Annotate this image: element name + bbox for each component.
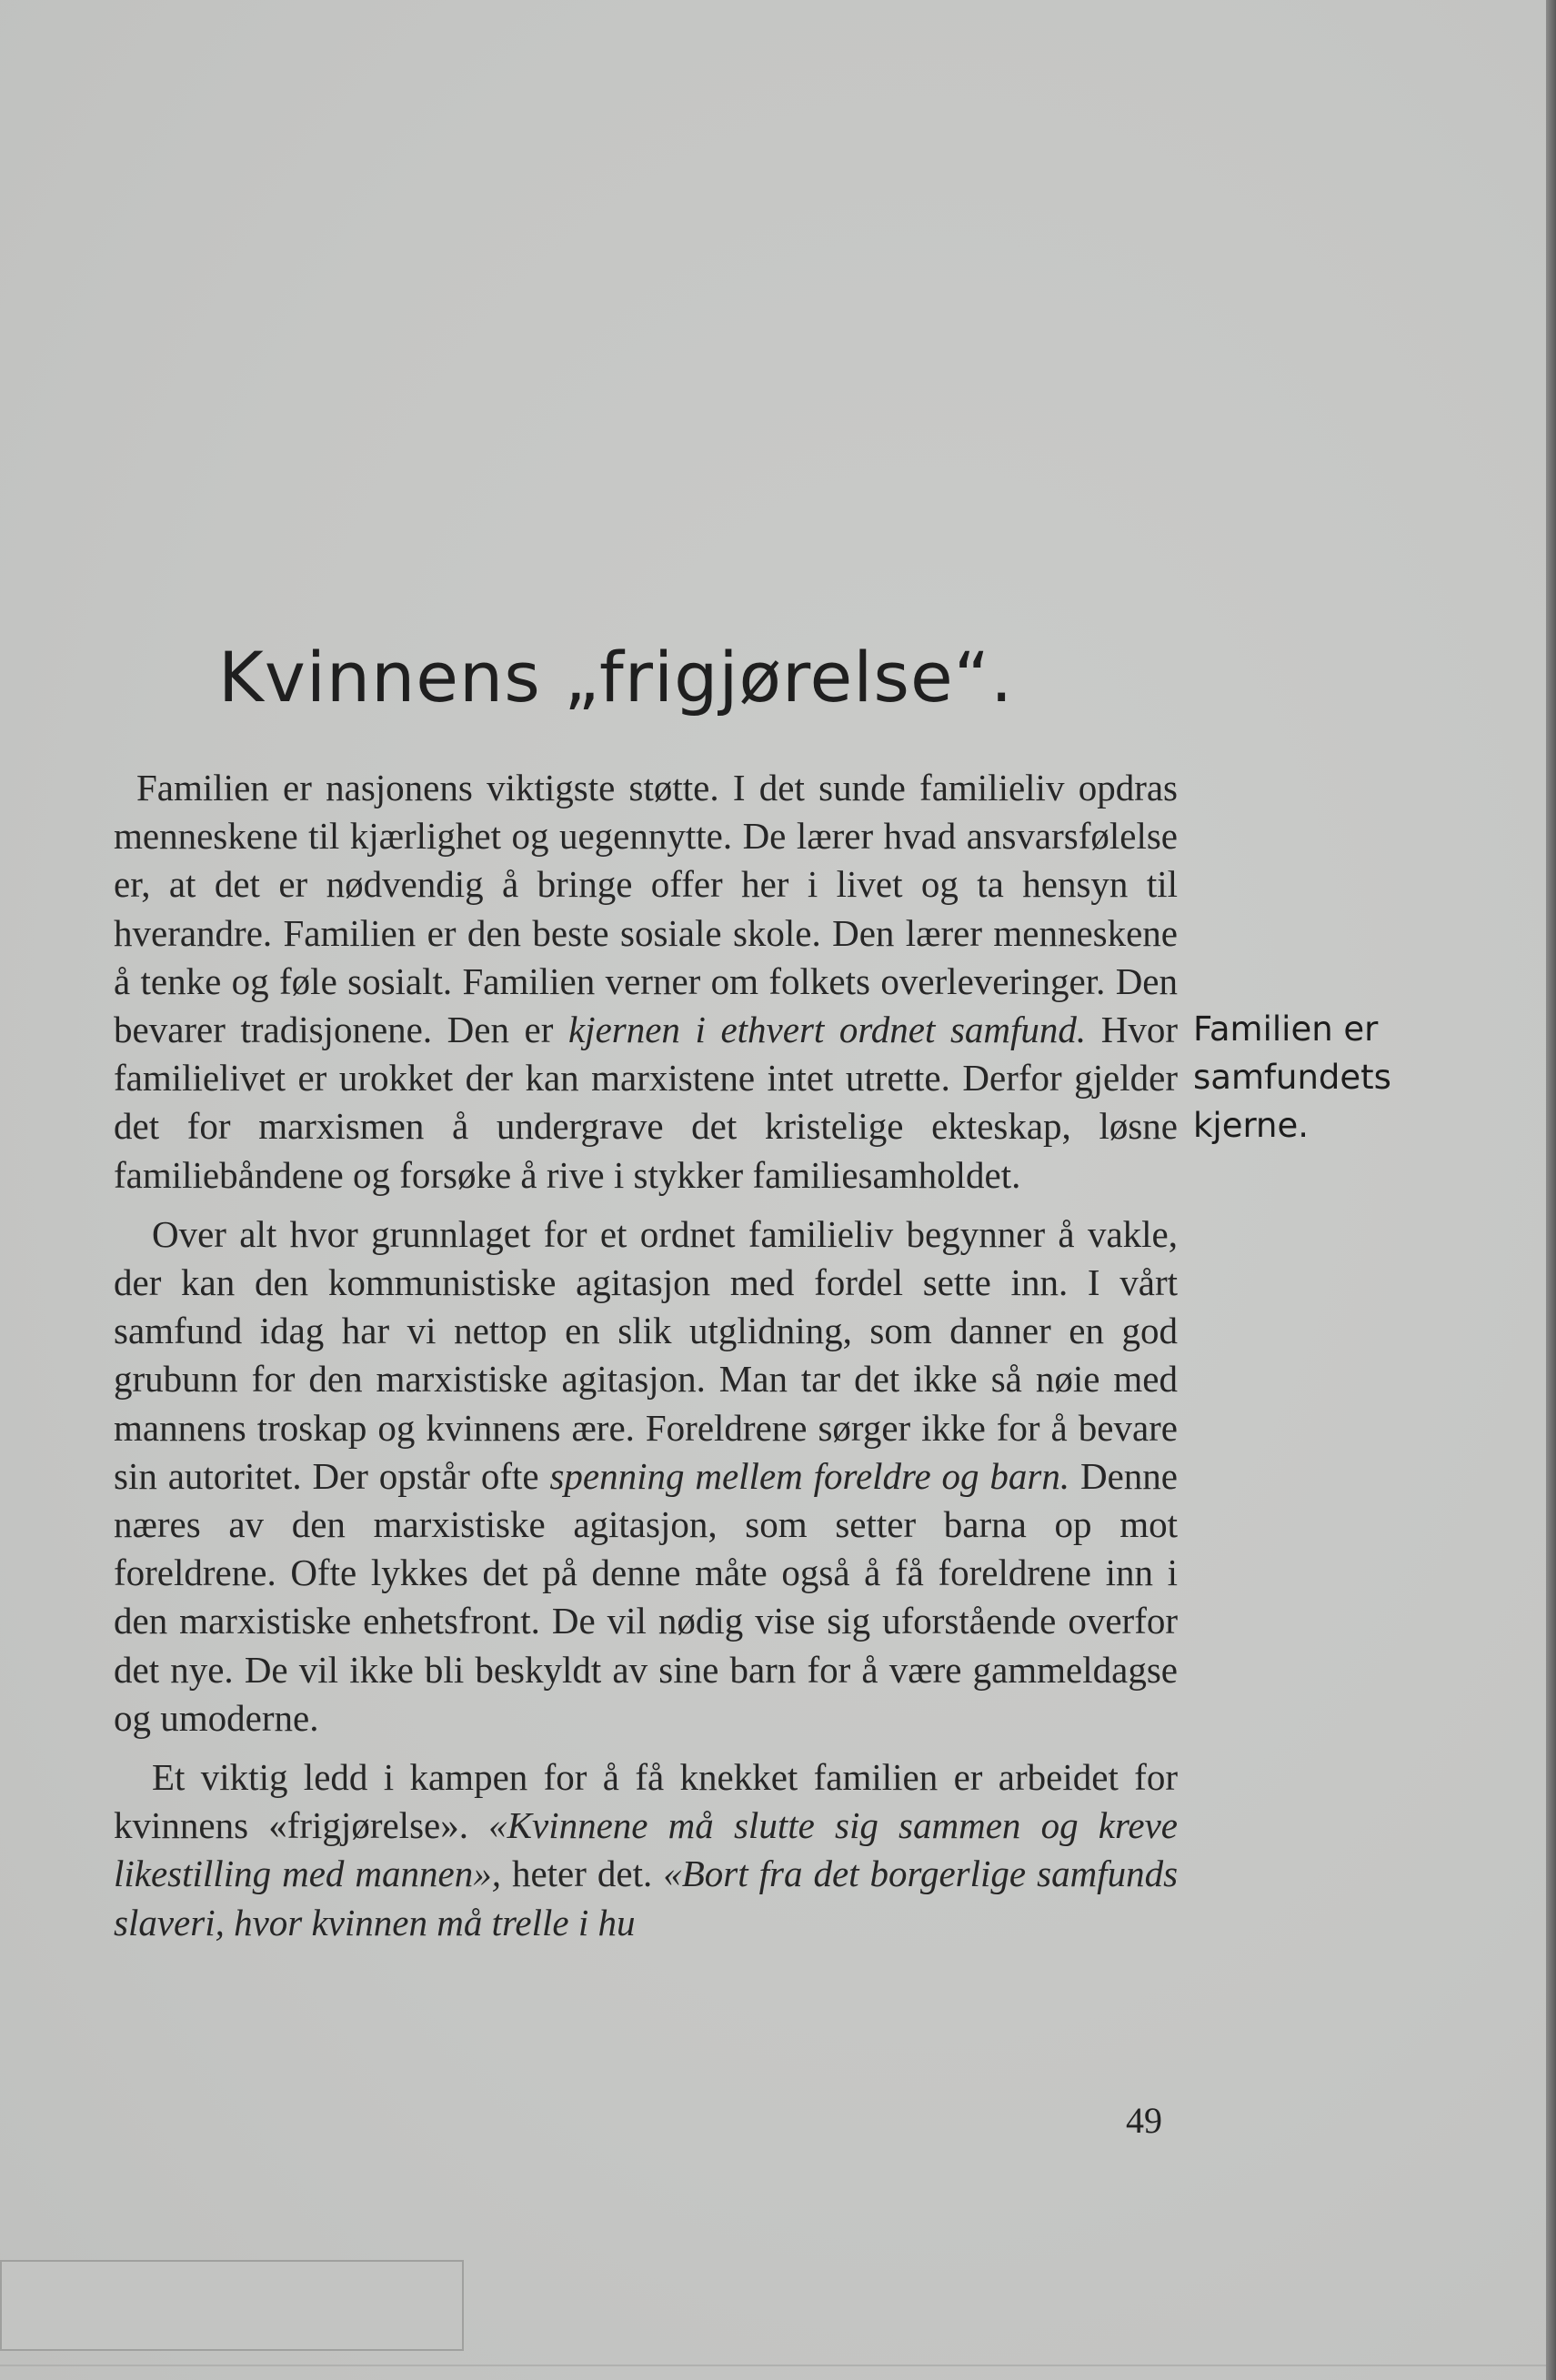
paragraph-2-emphasis: spenning mellem foreldre og barn. bbox=[549, 1454, 1070, 1497]
paragraph-3-text-b: heter det. bbox=[511, 1853, 653, 1895]
paragraph-1-text-a: Familien er nasjonens viktigste støtte. I det sunde familieliv opdras menneskene til kjærlighet og uegennytte. De lærer hvad ansvarsfølelse er, at det er nødvendig å bringe offer her i livet og ta hensyn til hverandre. Familien er den beste sosiale skole. Den lærer menneskene å tenke og føle sosialt. Familien verner om folkets overleveringer. Den bevarer tradisjonene. Den er bbox=[114, 767, 1178, 1051]
page-edge-shadow bbox=[1546, 0, 1556, 2380]
paragraph-2 bbox=[114, 1210, 1178, 1742]
marginal-note-line-2: samfundets bbox=[1193, 1058, 1391, 1098]
paragraph-3-emphasis-1: «Kvinnene må slutte sig sammen og kreve likestilling med mannen», bbox=[114, 1804, 1178, 1895]
marginal-note-line-1: Familien er bbox=[1193, 1009, 1379, 1049]
body-text bbox=[114, 764, 1178, 1958]
paragraph-3-emphasis-2: «Bort fra det borgerlige samfunds slaveri, hvor kvinnen må trelle i hu bbox=[114, 1853, 1179, 1943]
page-number: 49 bbox=[1126, 2100, 1162, 2141]
paragraph-1-emphasis: kjernen i ethvert ordnet samfund. bbox=[567, 1009, 1087, 1051]
scan-artifact-strip bbox=[0, 2260, 464, 2351]
paragraph-2-text-a: Over alt hvor grunnlaget for et ordnet familieliv begynner å vakle, der kan den kommunistiske agitasjon med fordel sette inn. I vårt samfund idag har vi nettop en slik utglidning, som danner en god grubunn for den marxistiske agitasjon. Man tar det ikke så nøie med mannens troskap og kvinnens ære. Foreldrene sørger ikke for å bevare sin autoritet. Der opstår ofte bbox=[114, 1212, 1178, 1497]
marginal-note bbox=[1193, 1005, 1466, 1150]
paragraph-1 bbox=[114, 764, 1178, 1200]
paragraph-3-text-a: Et viktig ledd i kampen for å få knekket familien er arbeidet for kvinnens «frigjørelse». bbox=[114, 1756, 1178, 1847]
scan-bottom-edge bbox=[0, 2365, 1546, 2366]
marginal-note-line-3: kjerne. bbox=[1193, 1106, 1310, 1146]
paragraph-1-text-b: Hvor familielivet er urokket der kan marxistene intet utrette. Derfor gjelder det for marxismen å undergrave det kristelige ekteskap, løsne familiebåndene og forsøke å rive i stykker familiesamholdet. bbox=[114, 1009, 1179, 1196]
paragraph-2-text-b: Denne næres av den marxistiske agitasjon, som setter barna op mot foreldrene. Ofte lykkes det på denne måte også å få foreldrene inn i den marxistiske enhetsfront. De vil nødig vise sig uforstående overfor det nye. De vil ikke bli beskyldt av sine barn for å være gammeldagse og umoderne. bbox=[114, 1454, 1178, 1739]
paragraph-3 bbox=[114, 1753, 1178, 1947]
chapter-title: Kvinnens „frigjørelse“. bbox=[218, 637, 1014, 718]
